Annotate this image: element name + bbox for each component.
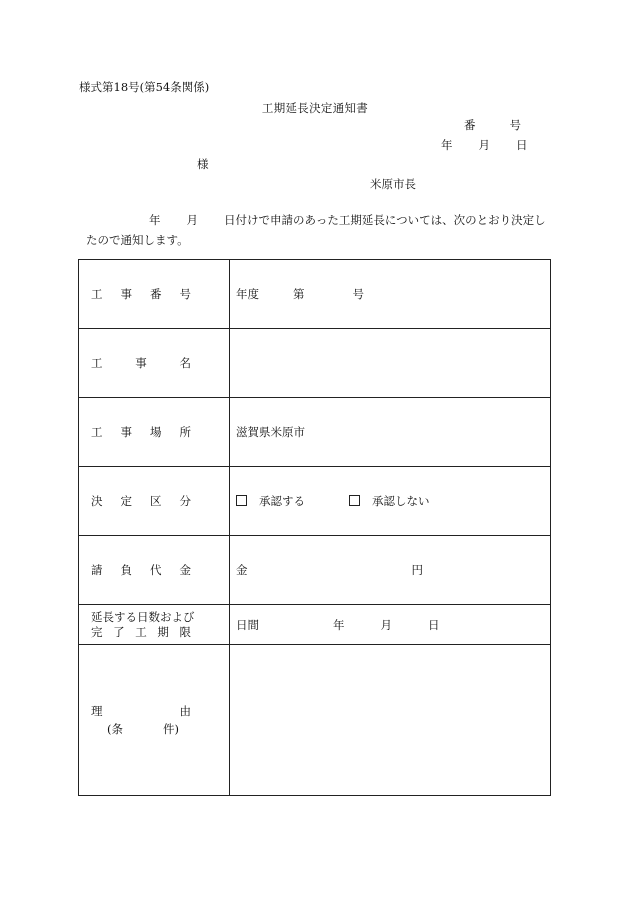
value-koji-bango[interactable] (230, 260, 551, 329)
value-koji-basho[interactable]: 滋賀県米原市 (230, 398, 551, 467)
label-char: 了 (113, 624, 125, 639)
value-koji-mei[interactable] (230, 329, 551, 398)
number-go: 号 (509, 118, 521, 132)
label-riyu (79, 645, 230, 796)
label-char: 号 (179, 287, 191, 301)
addressee: 様 (197, 157, 209, 171)
approve-label: 承認する (259, 494, 305, 508)
label-enchou-line1: 延長する日数および (91, 609, 195, 624)
date-year: 年 (441, 138, 453, 152)
label-char: 期 (157, 624, 169, 639)
label-char: 負 (120, 563, 132, 577)
label-koji-mei (79, 329, 230, 398)
label-riyu-line1 (91, 703, 191, 719)
number-ban: 番 (464, 118, 476, 132)
label-char: 件) (163, 722, 179, 736)
label-char: 由 (179, 704, 191, 718)
value-ukeoi-daikin[interactable] (230, 536, 551, 605)
label-ukeoi-daikin (79, 536, 230, 605)
go-text: 号 (352, 287, 364, 301)
label-char: 番 (150, 287, 162, 301)
issuer: 米原市長 (370, 177, 416, 191)
period-year: 年 (333, 617, 345, 632)
label-char: 完 (91, 624, 103, 639)
row-koji-bango (79, 260, 551, 329)
kin-text: 金 (236, 563, 248, 577)
notice-body (79, 210, 554, 250)
label-char: (条 (107, 722, 123, 736)
date-day: 日 (516, 138, 528, 152)
row-enchou (79, 605, 551, 645)
approve-option[interactable] (236, 493, 305, 509)
reject-checkbox[interactable] (349, 495, 360, 506)
label-char: 工 (91, 287, 103, 301)
label-char: 事 (120, 287, 132, 301)
label-char: 工 (91, 425, 103, 439)
row-koji-basho (79, 398, 551, 467)
document-title: 工期延長決定通知書 (261, 101, 369, 115)
notice-line-1 (79, 210, 554, 230)
label-char: 事 (135, 356, 147, 370)
value-kettei-kubun (230, 467, 551, 536)
label-char: 工 (91, 356, 103, 370)
row-kettei-kubun (79, 467, 551, 536)
label-char: 金 (179, 563, 191, 577)
date-month: 月 (478, 138, 490, 152)
label-kettei-kubun (79, 467, 230, 536)
value-riyu[interactable] (230, 645, 551, 796)
row-riyu (79, 645, 551, 796)
period-month: 月 (380, 617, 392, 632)
label-koji-bango (79, 260, 230, 329)
label-char: 限 (179, 624, 191, 639)
value-enchou[interactable] (230, 605, 551, 645)
label-char: 定 (120, 494, 132, 508)
label-char: 事 (120, 425, 132, 439)
dai-text: 第 (293, 287, 305, 301)
row-ukeoi-daikin (79, 536, 551, 605)
label-char: 所 (179, 425, 191, 439)
notice-table (78, 259, 551, 796)
body-year: 年 (149, 213, 161, 227)
period-day: 日 (428, 617, 440, 632)
reject-option[interactable] (349, 493, 430, 509)
approve-checkbox[interactable] (236, 495, 247, 506)
yen-text: 円 (411, 563, 423, 577)
label-koji-basho (79, 398, 230, 467)
issue-date-line (441, 138, 528, 152)
label-char: 区 (150, 494, 162, 508)
label-enchou-line2 (91, 625, 191, 640)
label-char: 請 (91, 563, 103, 577)
form-number: 様式第18号(第54条関係) (79, 80, 210, 94)
label-char: 代 (150, 563, 162, 577)
label-riyu-line2 (107, 721, 179, 737)
reject-label: 承認しない (372, 494, 430, 508)
label-char: 分 (179, 494, 191, 508)
label-char: 理 (91, 704, 103, 718)
document-number-line (464, 118, 521, 132)
body-line1-rest: 日付けで申請のあった工期延長については、次のとおり決定し (224, 213, 546, 227)
nendo-text: 年度 (236, 287, 259, 301)
body-month: 月 (186, 213, 198, 227)
label-char: 決 (91, 494, 103, 508)
notice-line-2: たので通知します。 (86, 233, 189, 247)
label-char: 名 (179, 356, 191, 370)
label-char: 工 (135, 624, 147, 639)
days-text: 日間 (236, 617, 259, 632)
label-char: 場 (150, 425, 162, 439)
row-koji-mei (79, 329, 551, 398)
label-enchou (79, 605, 230, 645)
